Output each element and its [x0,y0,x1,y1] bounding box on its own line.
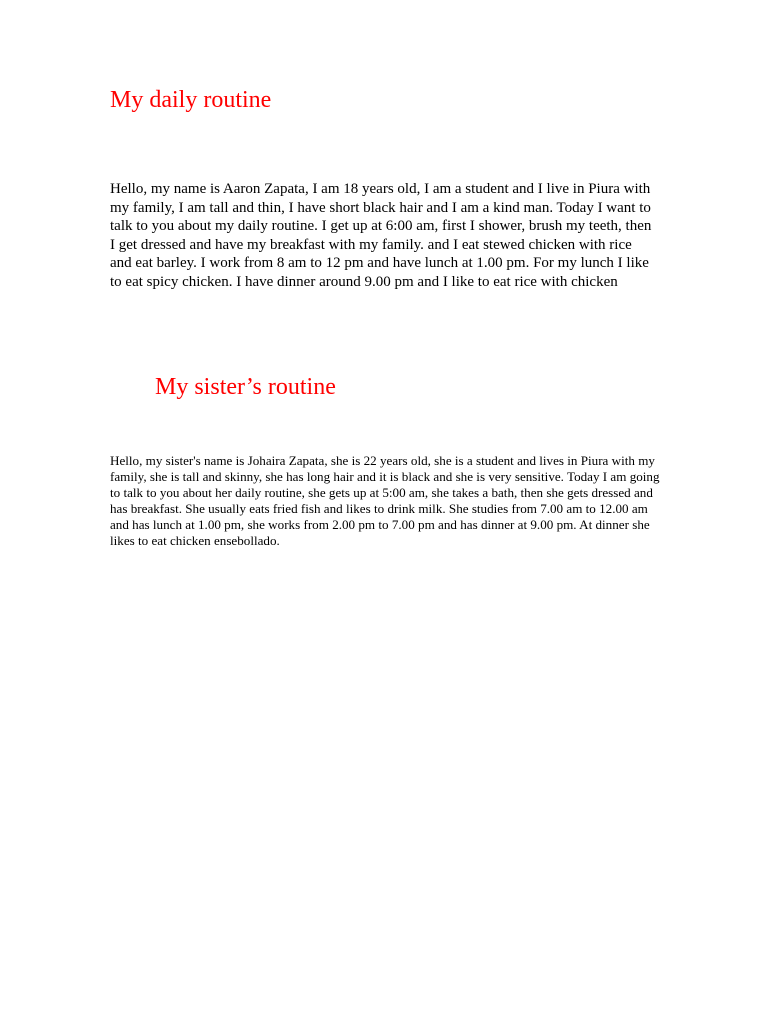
sister-routine-heading: My sister’s routine [155,374,336,400]
daily-routine-heading: My daily routine [110,87,272,113]
sister-routine-paragraph: Hello, my sister's name is Johaira Zapata, she is 22 years old, she is a student and lives in Piura with my family, she is tall and skinny, she has long hair and it is black and she is very sensitive. Today I am going to talk to you about her daily routine, she gets up at 5:00 am, she takes a bath, then she gets dressed and has breakfast. She usually eats fried fish and likes to drink milk. She studies from 7.00 am to 12.00 am and has lunch at 1.00 pm, she works from 2.00 pm to 7.00 pm and has dinner at 9.00 pm. At dinner she likes to eat chicken ensebollado. [110,453,660,548]
daily-routine-paragraph: Hello, my name is Aaron Zapata, I am 18 years old, I am a student and I live in Piura with my family, I am tall and thin, I have short black hair and I am a kind man. Today I want to talk to you about my daily routine. I get up at 6:00 am, first I shower, brush my teeth, then I get dressed and have my breakfast with my family. and I eat stewed chicken with rice and eat barley. I work from 8 am to 12 pm and have lunch at 1.00 pm. For my lunch I like to eat spicy chicken. I have dinner around 9.00 pm and I like to eat rice with chicken [110,181,652,290]
